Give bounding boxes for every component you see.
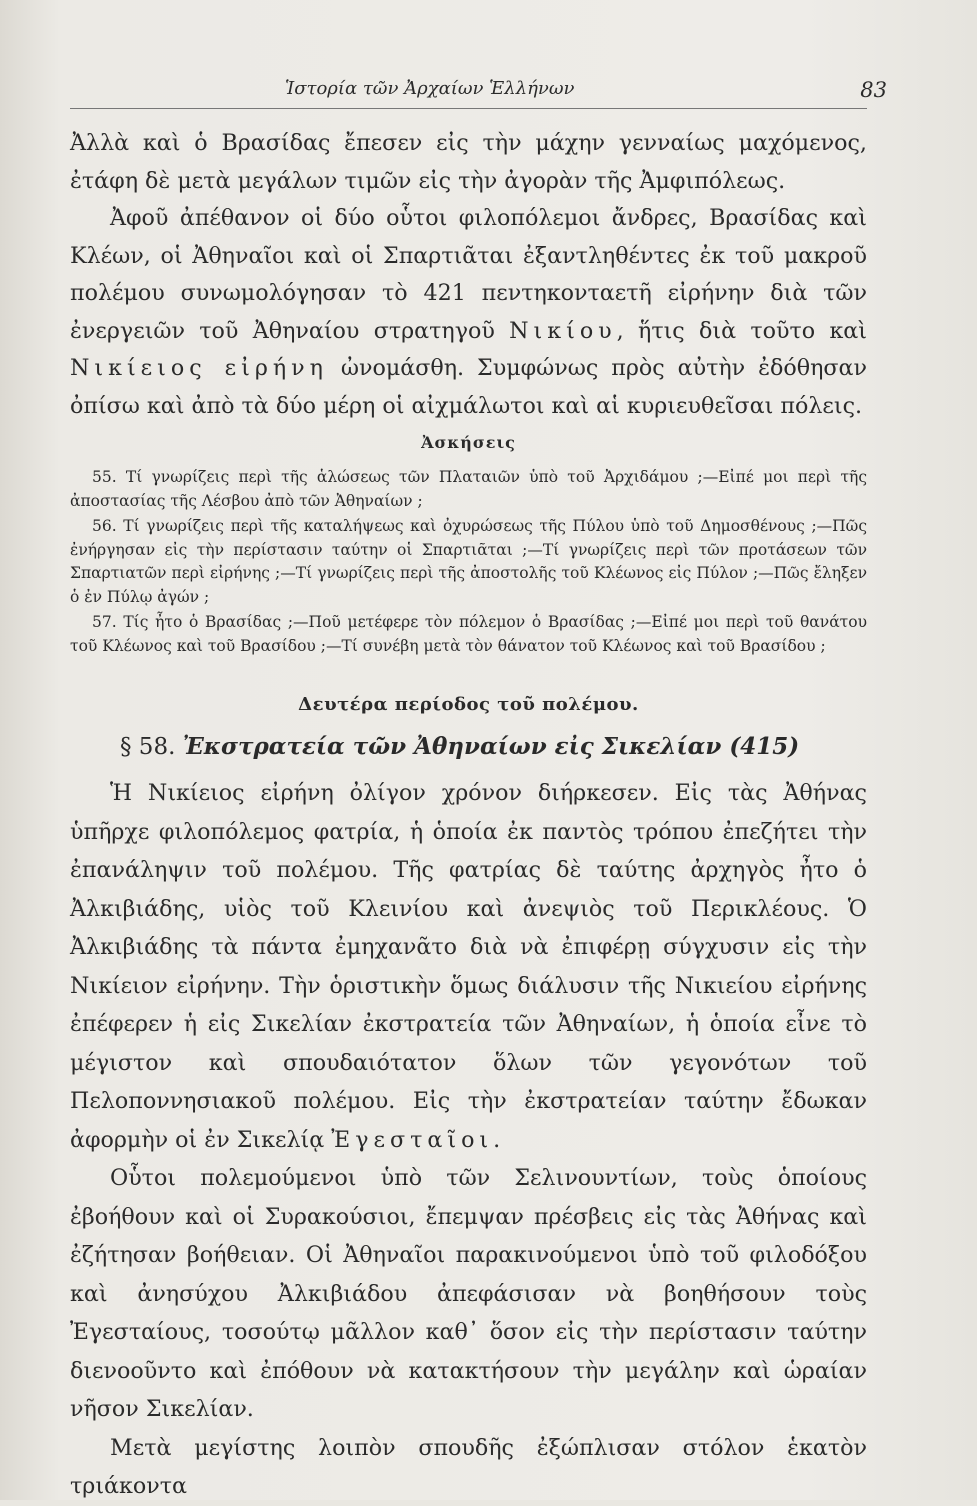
peace-text-1: Ἀφοῦ ἀπέθανον οἱ δύο οὗτοι φιλοπόλεμοι ἄνδρες, Βρασίδας καὶ Κλέων, οἱ Ἀθηναῖοι καὶ οἱ Σπαρτιᾶται ἐξαντληθέντες ἐκ τοῦ μακροῦ πολέμου συνωμολόγησαν τὸ 421 πεντηκονταετῆ εἰρήνην διὰ τῶν ἐνεργειῶν τοῦ Ἀθηναίου στρατηγοῦ: [70, 205, 867, 344]
egestaioi-spaced: Ἐγεσταῖοι: [331, 1126, 494, 1153]
exercises-heading: Ἀσκήσεις: [421, 433, 516, 452]
period-heading: Δευτέρα περίοδος τοῦ πολέμου.: [298, 694, 639, 715]
nikieios-eirene-spaced: Νικίειος εἰρήνη: [70, 355, 328, 381]
peace-text-3: ὠνομάσθη. Συμφώνως πρὸς αὐτὴν ἐδόθησαν ὀπίσω καὶ ἀπὸ τὰ δύο μέρη οἱ αἰχμάλωτοι καὶ αἱ κυριευθεῖσαι πόλεις.: [70, 355, 867, 419]
exercises-list: [70, 466, 867, 658]
exercise-56: 56. Τί γνωρίζεις περὶ τῆς καταλήψεως καὶ ὀχυρώσεως τῆς Πύλου ὑπὸ τοῦ Δημοσθένους ;—Πῶς ἐνήργησαν εἰς τὴν περίστασιν ταύτην οἱ Σπαρτιᾶται ;—Τί γνωρίζεις περὶ τῶν προτάσεων τῶν Σπαρτιατῶν περὶ εἰρήνης ;—Τί γνωρίζεις περὶ τῆς ἀποστολῆς τοῦ Κλέωνος εἰς Πύλον ;—Πῶς ἔληξεν ὁ ἐν Πύλῳ ἀγών ;: [70, 517, 867, 606]
nikiou-spaced: Νικίου: [509, 317, 617, 344]
paragraph-alcibiades: [70, 774, 867, 1159]
peace-text-2: , ἥτις διὰ τοῦτο καὶ: [616, 317, 867, 344]
page-header: [70, 78, 887, 109]
alcibiades-text: Ἡ Νικίειος εἰρήνη ὀλίγον χρόνον διήρκεσεν. Εἰς τὰς Ἀθήνας ὑπῆρχε φιλοπόλεμος φατρία, ἡ ὁποία ἐκ παντὸς τρόπου ἐπεζήτει τὴν ἐπανάληψιν τοῦ πολέμου. Τῆς φατρίας δὲ ταύτης ἀρχηγὸς ἦτο ὁ Ἀλκιβιάδης, υἱὸς τοῦ Κλεινίου καὶ ἀνεψιὸς τοῦ Περικλέους. Ὁ Ἀλκιβιάδης τὰ πάντα ἐμηχανᾶτο διὰ νὰ ἐπιφέρῃ σύγχυσιν εἰς τὴν Νικίειον εἰρήνην. Τὴν ὁριστικὴν ὅμως διάλυσιν τῆς Νικιείου εἰρήνης ἐπέφερεν ἡ εἰς Σικελίαν ἐκστρατεία τῶν Ἀθηναίων, ἡ ὁποία εἶνε τὸ μέγιστον καὶ σπουδαιότατον ὅλων τῶν γεγονότων τοῦ Πελοποννησιακοῦ πολέμου. Εἰς τὴν ἐκστρατείαν ταύτην ἔδωκαν ἀφορμὴν οἱ ἐν Σικελίᾳ: [70, 780, 867, 1153]
main-text-top: [70, 125, 867, 425]
paragraph-brasidas-death: Ἀλλὰ καὶ ὁ Βρασίδας ἔπεσεν εἰς τὴν μάχην γενναίως μαχόμενος, ἐτάφη δὲ μετὰ μεγάλων τιμῶν εἰς τὴν ἀγορὰν τῆς Ἀμφιπόλεως.: [70, 130, 867, 194]
section-title-text: Ἐκστρατεία τῶν Ἀθηναίων εἰς Σικελίαν (415): [182, 733, 800, 760]
main-text-bottom: [70, 774, 867, 1506]
section-number: § 58.: [120, 734, 176, 760]
paragraph-peace-of-nicias: [70, 200, 867, 425]
page-number: 83: [860, 78, 887, 102]
section-title: [70, 733, 867, 760]
paragraph-fleet: Μετὰ μεγίστης λοιπὸν σπουδῆς ἐξώπλισαν στόλον ἑκατὸν τριάκοντα: [70, 1434, 867, 1499]
exercise-57: 57. Τίς ἦτο ὁ Βρασίδας ;—Ποῦ μετέφερε τὸν πόλεμον ὁ Βρασίδας ;—Εἰπέ μοι περὶ τοῦ θανάτου τοῦ Κλέωνος καὶ τοῦ Βρασίδου ;—Τί συνέβη μετὰ τὸν θάνατον τοῦ Κλέωνος καὶ τοῦ Βρασίδου ;: [70, 613, 867, 655]
alcibiades-text-end: .: [493, 1126, 501, 1153]
paragraph-egestans: Οὗτοι πολεμούμενοι ὑπὸ τῶν Σελινουντίων, τοὺς ὁποίους ἐβοήθουν καὶ οἱ Συρακούσιοι, ἔπεμψαν πρέσβεις εἰς τὰς Ἀθήνας καὶ ἐζήτησαν βοήθειαν. Οἱ Ἀθηναῖοι παρακινούμενοι ὑπὸ τοῦ φιλοδόξου καὶ ἀνησύχου Ἀλκιβιάδου ἀπεφάσισαν νὰ βοηθήσουν τοὺς Ἐγεσταίους, τοσούτῳ μᾶλλον καθ᾽ ὅσον εἰς τὴν περίστασιν ταύτην διενοοῦντο καὶ ἐπόθουν νὰ κατακτήσουν τὴν μεγάλην καὶ ὡραίαν νῆσον Σικελίαν.: [70, 1165, 867, 1422]
exercise-55: 55. Τί γνωρίζεις περὶ τῆς ἁλώσεως τῶν Πλαταιῶν ὑπὸ τοῦ Ἀρχιδάμου ;—Εἰπέ μοι περὶ τῆς ἀποστασίας τῆς Λέσβου ἀπὸ τῶν Ἀθηναίων ;: [70, 468, 867, 510]
running-title: Ἱστορία τῶν Ἀρχαίων Ἑλλήνων: [285, 78, 575, 99]
